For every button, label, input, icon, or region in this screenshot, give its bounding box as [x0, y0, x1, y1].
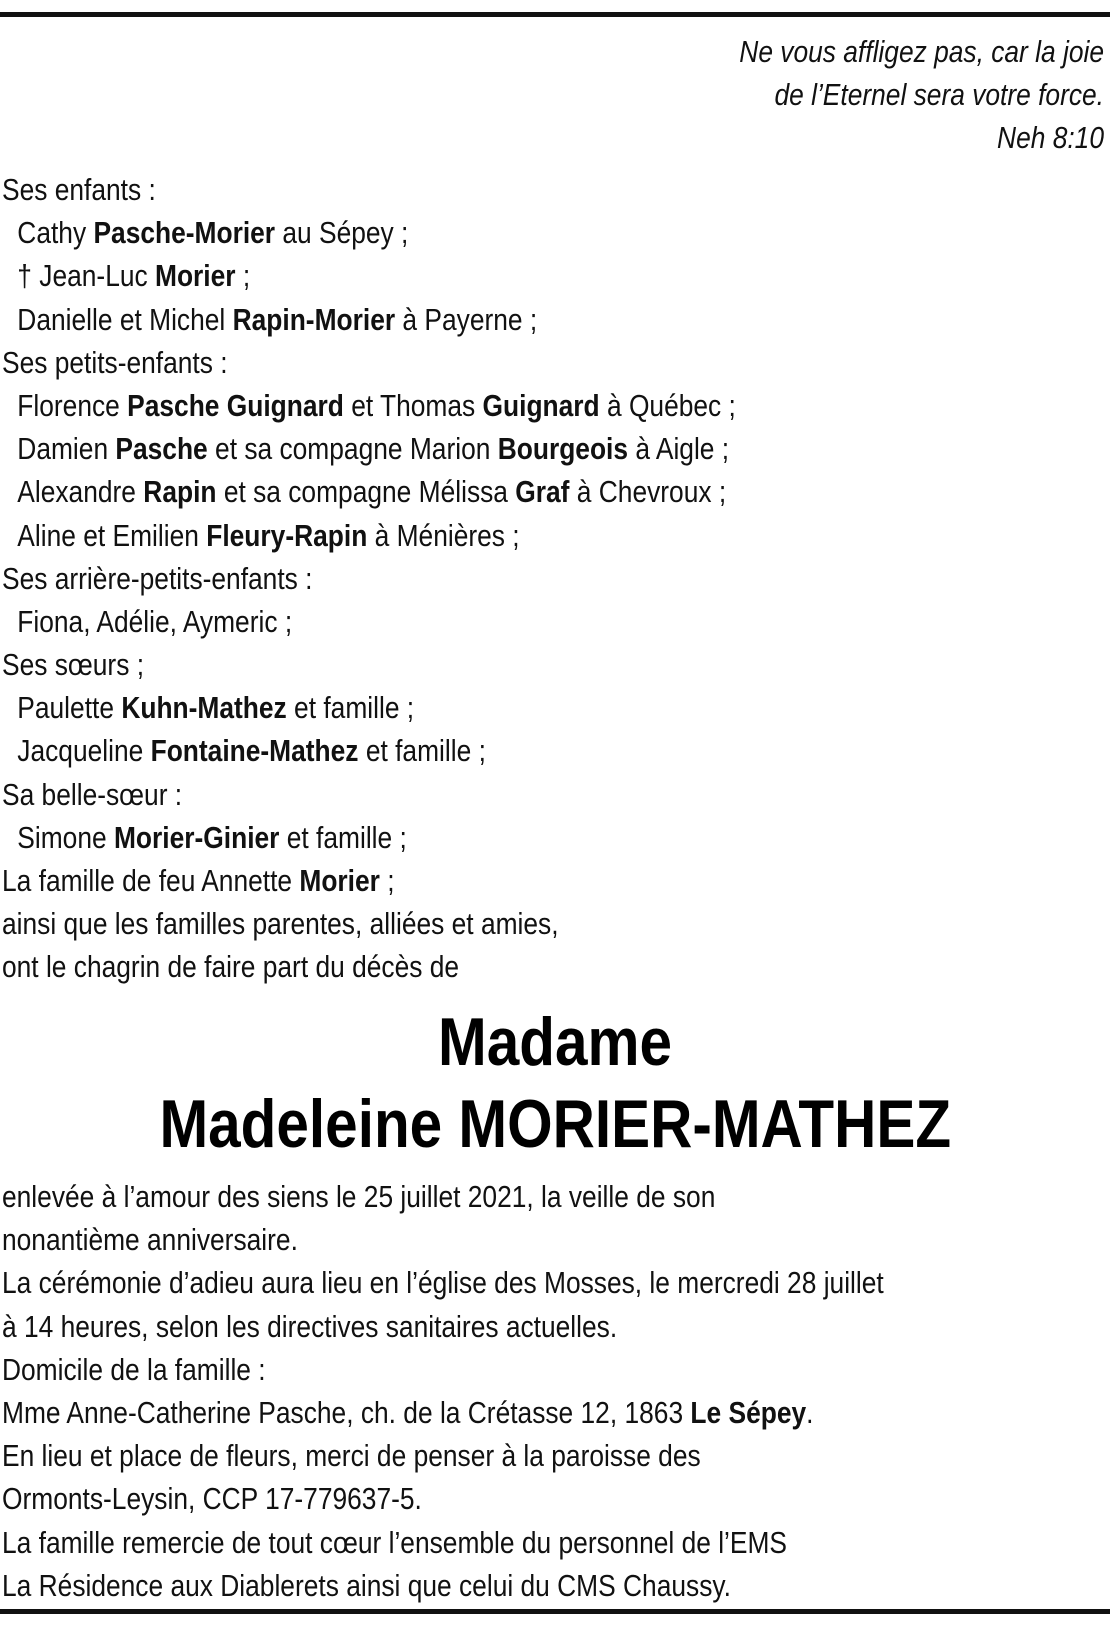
- child-entry: Danielle et Michel Rapin-Morier à Payerne ;: [17, 301, 538, 337]
- domicile-address: Mme Anne-Catherine Pasche, ch. de la Crétasse 12, 1863 Le Sépey.: [2, 1394, 814, 1430]
- quote-line-1: Ne vous affligez pas, car la joie: [739, 34, 1104, 69]
- donation-line: Ormonts-Leysin, CCP 17-779637-5.: [2, 1481, 422, 1517]
- grandchild-entry: Alexandre Rapin et sa compagne Mélissa Graf à Chevroux ;: [17, 474, 727, 510]
- ceremony-line: La cérémonie d’adieu aura lieu en l’église des Mosses, le mercredi 28 juillet: [2, 1265, 884, 1301]
- great-grandchildren-entry: Fiona, Adélie, Aymeric ;: [17, 603, 293, 639]
- child-entry: Cathy Pasche-Morier au Sépey ;: [17, 215, 409, 251]
- grandchild-entry: Florence Pasche Guignard et Thomas Guignard à Québec ;: [17, 387, 736, 423]
- sister-in-law-entry: Simone Morier-Ginier et famille ;: [17, 819, 407, 855]
- relatives-list: [2, 168, 736, 989]
- sister-in-law-heading: Sa belle-sœur :: [2, 776, 183, 812]
- deceased-name: Madeleine MORIER-MATHEZ: [159, 1086, 951, 1162]
- details-line: nonantième anniversaire.: [2, 1222, 298, 1258]
- sister-entry: Jacqueline Fontaine-Mathez et famille ;: [17, 733, 486, 769]
- notice-details: [2, 1175, 884, 1607]
- closing-line: ont le chagrin de faire part du décès de: [2, 949, 460, 985]
- closing-line: ainsi que les familles parentes, alliées et amies,: [2, 906, 559, 942]
- epigraph-quote: [509, 30, 1104, 159]
- great-grandchildren-heading: Ses arrière-petits-enfants :: [2, 560, 313, 596]
- child-entry: † Jean-Luc Morier ;: [17, 258, 251, 294]
- thanks-line: La famille remercie de tout cœur l’ensemble du personnel de l’EMS: [2, 1524, 788, 1560]
- sister-entry: Paulette Kuhn-Mathez et famille ;: [17, 690, 415, 726]
- sisters-heading: Ses sœurs ;: [2, 647, 145, 683]
- donation-line: En lieu et place de fleurs, merci de penser à la paroisse des: [2, 1438, 701, 1474]
- thanks-line: La Résidence aux Diablerets ainsi que celui du CMS Chaussy.: [2, 1567, 731, 1603]
- grandchild-entry: Damien Pasche et sa compagne Marion Bourgeois à Aigle ;: [17, 431, 730, 467]
- details-line: enlevée à l’amour des siens le 25 juillet 2021, la veille de son: [2, 1179, 716, 1214]
- grandchildren-heading: Ses petits-enfants :: [2, 344, 228, 380]
- bottom-rule: [0, 1609, 1110, 1614]
- grandchild-entry: Aline et Emilien Fleury-Rapin à Ménières ;: [17, 517, 520, 553]
- deceased-salutation: Madame: [437, 1004, 672, 1080]
- children-heading: Ses enfants :: [2, 172, 156, 207]
- top-rule: [0, 12, 1110, 17]
- ceremony-line: à 14 heures, selon les directives sanitaires actuelles.: [2, 1308, 618, 1344]
- quote-line-2: de l’Eternel sera votre force.: [774, 77, 1104, 112]
- domicile-heading: Domicile de la famille :: [2, 1351, 266, 1387]
- quote-reference: Neh 8:10: [997, 120, 1104, 155]
- late-family-line: La famille de feu Annette Morier ;: [2, 863, 395, 898]
